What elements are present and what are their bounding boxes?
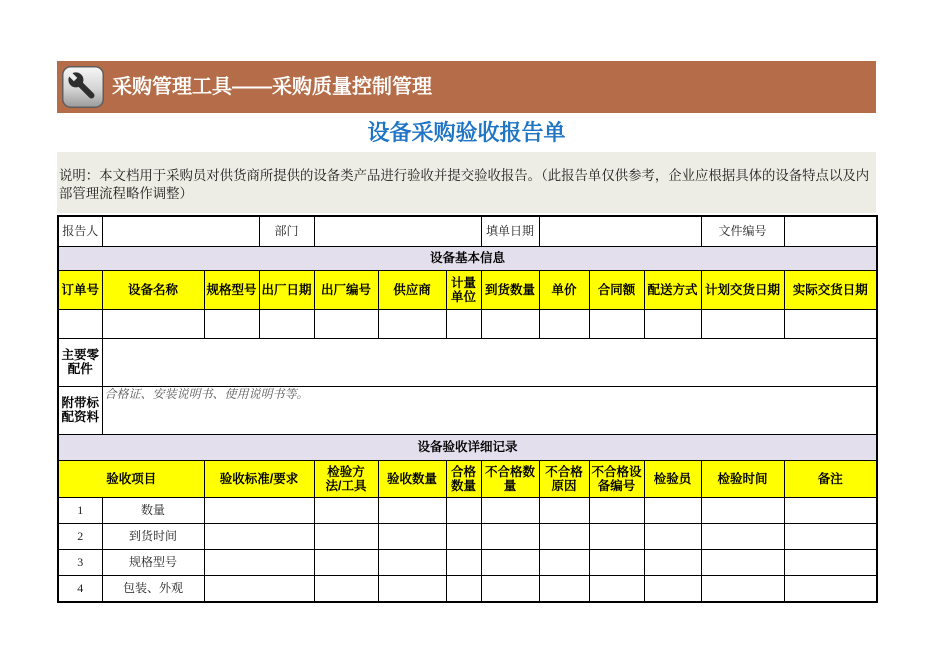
basic-info-section-title: 设备基本信息 bbox=[58, 246, 877, 270]
fill-date-field[interactable] bbox=[539, 216, 701, 246]
row-number: 1 bbox=[58, 497, 102, 523]
report-info-row bbox=[58, 216, 877, 246]
standard-requirement-cell[interactable] bbox=[204, 523, 314, 549]
banner-title: 采购管理工具——采购质量控制管理 bbox=[112, 76, 432, 98]
acceptance-row bbox=[58, 497, 877, 523]
acceptance-row bbox=[58, 575, 877, 602]
inspector-cell[interactable] bbox=[644, 575, 701, 602]
planned-delivery-date-cell[interactable] bbox=[701, 309, 784, 338]
column-header-manufacture-date: 出厂日期 bbox=[259, 270, 314, 309]
inspection-time-cell[interactable] bbox=[701, 523, 784, 549]
inspection-method-cell[interactable] bbox=[314, 575, 378, 602]
qualified-quantity-cell[interactable] bbox=[446, 497, 481, 523]
unqualified-quantity-cell[interactable] bbox=[481, 497, 539, 523]
row-number: 2 bbox=[58, 523, 102, 549]
main-parts-label: 主要零配件 bbox=[58, 338, 102, 386]
unqualified-equipment-number-cell[interactable] bbox=[589, 575, 644, 602]
attached-docs-label: 附带标配资料 bbox=[58, 386, 102, 434]
order-number-cell[interactable] bbox=[58, 309, 102, 338]
acceptance-header-row bbox=[58, 460, 877, 497]
qualified-quantity-cell[interactable] bbox=[446, 575, 481, 602]
column-header-order-number: 订单号 bbox=[58, 270, 102, 309]
unqualified-reason-cell[interactable] bbox=[539, 549, 589, 575]
standard-requirement-cell[interactable] bbox=[204, 549, 314, 575]
column-header-delivery-method: 配送方式 bbox=[644, 270, 701, 309]
remarks-cell[interactable] bbox=[784, 575, 877, 602]
acceptance-item: 规格型号 bbox=[102, 549, 204, 575]
inspector-cell[interactable] bbox=[644, 549, 701, 575]
inspected-quantity-cell[interactable] bbox=[378, 549, 446, 575]
unqualified-reason-cell[interactable] bbox=[539, 575, 589, 602]
inspected-quantity-cell[interactable] bbox=[378, 497, 446, 523]
contract-amount-cell[interactable] bbox=[589, 309, 644, 338]
unqualified-equipment-number-cell[interactable] bbox=[589, 497, 644, 523]
column-header-inspected-quantity: 验收数量 bbox=[378, 460, 446, 497]
inspection-time-cell[interactable] bbox=[701, 497, 784, 523]
inspected-quantity-cell[interactable] bbox=[378, 523, 446, 549]
column-header-serial-number: 出厂编号 bbox=[314, 270, 378, 309]
standard-requirement-cell[interactable] bbox=[204, 575, 314, 602]
unit-of-measure-cell[interactable] bbox=[446, 309, 481, 338]
unit-price-cell[interactable] bbox=[539, 309, 589, 338]
column-header-model-spec: 规格型号 bbox=[204, 270, 259, 309]
attached-docs-field[interactable]: 合格证、安装说明书、使用说明书等。 bbox=[102, 386, 877, 434]
column-header-unqualified-reason: 不合格原因 bbox=[539, 460, 589, 497]
inspector-cell[interactable] bbox=[644, 497, 701, 523]
department-label: 部门 bbox=[259, 216, 314, 246]
arrival-quantity-cell[interactable] bbox=[481, 309, 539, 338]
column-header-equipment-name: 设备名称 bbox=[102, 270, 204, 309]
department-field[interactable] bbox=[314, 216, 481, 246]
column-header-qualified-quantity: 合格数量 bbox=[446, 460, 481, 497]
remarks-cell[interactable] bbox=[784, 549, 877, 575]
inspection-time-cell[interactable] bbox=[701, 549, 784, 575]
document-number-field[interactable] bbox=[784, 216, 877, 246]
inspection-time-cell[interactable] bbox=[701, 575, 784, 602]
supplier-cell[interactable] bbox=[378, 309, 446, 338]
acceptance-section-row bbox=[58, 434, 877, 460]
description-note: 说明：本文档用于采购员对供货商所提供的设备类产品进行验收并提交验收报告。（此报告单仅供参考，企业应根据具体的设备特点以及内部管理流程略作调整） bbox=[57, 152, 876, 213]
attached-docs-row bbox=[58, 386, 877, 434]
reporter-label: 报告人 bbox=[58, 216, 102, 246]
fill-date-label: 填单日期 bbox=[481, 216, 539, 246]
column-header-inspection-item: 验收项目 bbox=[58, 460, 204, 497]
column-header-remarks: 备注 bbox=[784, 460, 877, 497]
report-title: 设备采购验收报告单 bbox=[367, 120, 566, 145]
column-header-supplier: 供应商 bbox=[378, 270, 446, 309]
basic-info-data-row bbox=[58, 309, 877, 338]
acceptance-item: 包装、外观 bbox=[102, 575, 204, 602]
main-parts-field[interactable] bbox=[102, 338, 877, 386]
wrench-icon bbox=[62, 66, 104, 108]
tool-banner bbox=[57, 61, 876, 113]
acceptance-section-title: 设备验收详细记录 bbox=[58, 434, 877, 460]
row-number: 3 bbox=[58, 549, 102, 575]
unqualified-quantity-cell[interactable] bbox=[481, 549, 539, 575]
acceptance-row bbox=[58, 549, 877, 575]
acceptance-row bbox=[58, 523, 877, 549]
inspection-method-cell[interactable] bbox=[314, 549, 378, 575]
column-header-standard-requirement: 验收标准/要求 bbox=[204, 460, 314, 497]
unqualified-reason-cell[interactable] bbox=[539, 523, 589, 549]
qualified-quantity-cell[interactable] bbox=[446, 549, 481, 575]
basic-info-header-row bbox=[58, 270, 877, 309]
row-number: 4 bbox=[58, 575, 102, 602]
column-header-inspection-time: 检验时间 bbox=[701, 460, 784, 497]
reporter-field[interactable] bbox=[102, 216, 259, 246]
qualified-quantity-cell[interactable] bbox=[446, 523, 481, 549]
column-header-planned-delivery-date: 计划交货日期 bbox=[701, 270, 784, 309]
equipment-name-cell[interactable] bbox=[102, 309, 204, 338]
unqualified-quantity-cell[interactable] bbox=[481, 575, 539, 602]
remarks-cell[interactable] bbox=[784, 497, 877, 523]
column-header-unit-of-measure: 计量单位 bbox=[446, 270, 481, 309]
acceptance-item: 到货时间 bbox=[102, 523, 204, 549]
actual-delivery-date-cell[interactable] bbox=[784, 309, 877, 338]
model-spec-cell[interactable] bbox=[204, 309, 259, 338]
unqualified-equipment-number-cell[interactable] bbox=[589, 549, 644, 575]
standard-requirement-cell[interactable] bbox=[204, 497, 314, 523]
inspection-method-cell[interactable] bbox=[314, 523, 378, 549]
delivery-method-cell[interactable] bbox=[644, 309, 701, 338]
column-header-unqualified-quantity: 不合格数量 bbox=[481, 460, 539, 497]
acceptance-item: 数量 bbox=[102, 497, 204, 523]
main-parts-row bbox=[58, 338, 877, 386]
unqualified-reason-cell[interactable] bbox=[539, 497, 589, 523]
inspector-cell[interactable] bbox=[644, 523, 701, 549]
column-header-unit-price: 单价 bbox=[539, 270, 589, 309]
column-header-actual-delivery-date: 实际交货日期 bbox=[784, 270, 877, 309]
column-header-inspection-method: 检验方法/工具 bbox=[314, 460, 378, 497]
inspected-quantity-cell[interactable] bbox=[378, 575, 446, 602]
serial-number-cell[interactable] bbox=[314, 309, 378, 338]
inspection-method-cell[interactable] bbox=[314, 497, 378, 523]
column-header-arrival-quantity: 到货数量 bbox=[481, 270, 539, 309]
column-header-contract-amount: 合同额 bbox=[589, 270, 644, 309]
remarks-cell[interactable] bbox=[784, 523, 877, 549]
document-number-label: 文件编号 bbox=[701, 216, 784, 246]
column-header-inspector: 检验员 bbox=[644, 460, 701, 497]
basic-info-section-row bbox=[58, 246, 877, 270]
unqualified-equipment-number-cell[interactable] bbox=[589, 523, 644, 549]
column-header-unqualified-equipment-number: 不合格设备编号 bbox=[589, 460, 644, 497]
acceptance-report-form bbox=[57, 215, 878, 603]
unqualified-quantity-cell[interactable] bbox=[481, 523, 539, 549]
manufacture-date-cell[interactable] bbox=[259, 309, 314, 338]
